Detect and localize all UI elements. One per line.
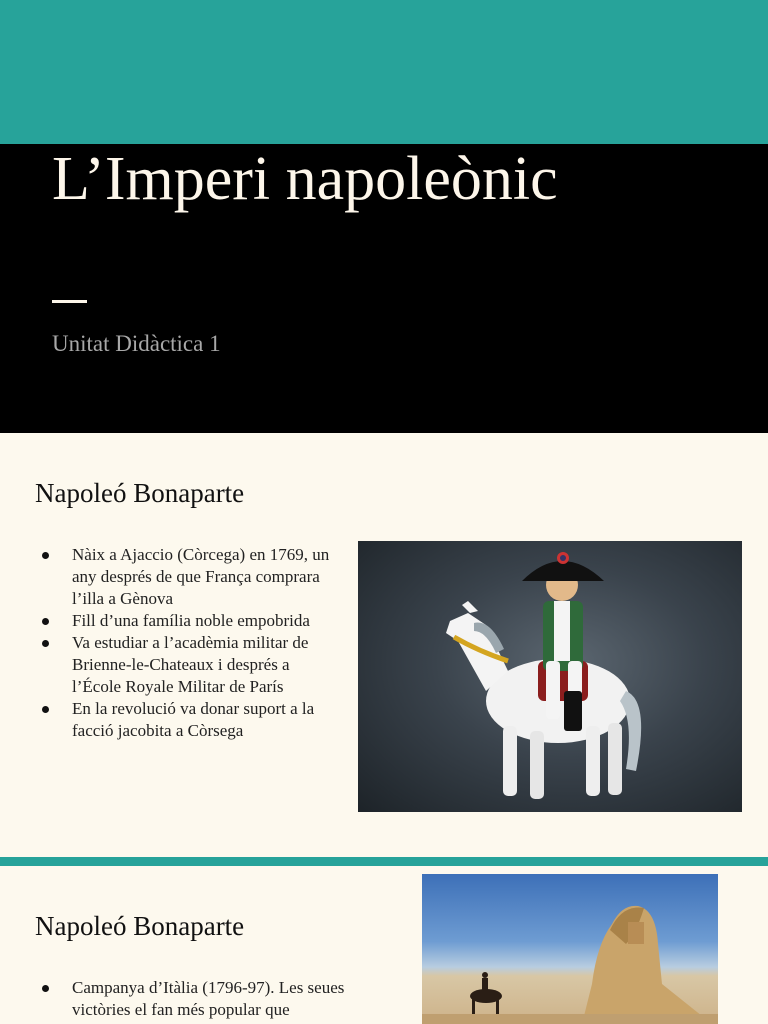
title-underline-dash (52, 300, 87, 303)
title-slide-teal-band (0, 0, 768, 144)
presentation-subtitle: Unitat Didàctica 1 (52, 331, 221, 356)
sphinx-painting-image (422, 874, 718, 1024)
presentation-title: L’Imperi napoleònic (52, 145, 558, 213)
sphinx-shape (582, 906, 712, 1024)
slide-napoleo-bonaparte-2 (0, 866, 768, 1024)
bullet-list (38, 977, 398, 1021)
bullet-list (38, 544, 338, 742)
list-item: Va estudiar a l’acadèmia militar de Brienne-le-Chateaux i després a l’École Royale Militar de París (38, 632, 338, 698)
list-item: Campanya d’Itàlia (1796-97). Les seues victòries el fan més popular que (38, 977, 398, 1021)
napoleon-toy-figure-image (358, 541, 742, 812)
slide-title: Napoleó Bonaparte (35, 911, 245, 941)
slide-napoleo-bonaparte-1 (0, 433, 768, 857)
slide-divider (0, 857, 768, 866)
list-item: Nàix a Ajaccio (Còrcega) en 1769, un any després de que França comprara l’illa a Gènova (38, 544, 338, 610)
list-item: Fill d’una família noble empobrida (38, 610, 338, 632)
rider-silhouette-shape (470, 972, 502, 1018)
list-item: En la revolució va donar suport a la facció jacobita a Còrsega (38, 698, 338, 742)
slide-title: Napoleó Bonaparte (35, 478, 245, 508)
